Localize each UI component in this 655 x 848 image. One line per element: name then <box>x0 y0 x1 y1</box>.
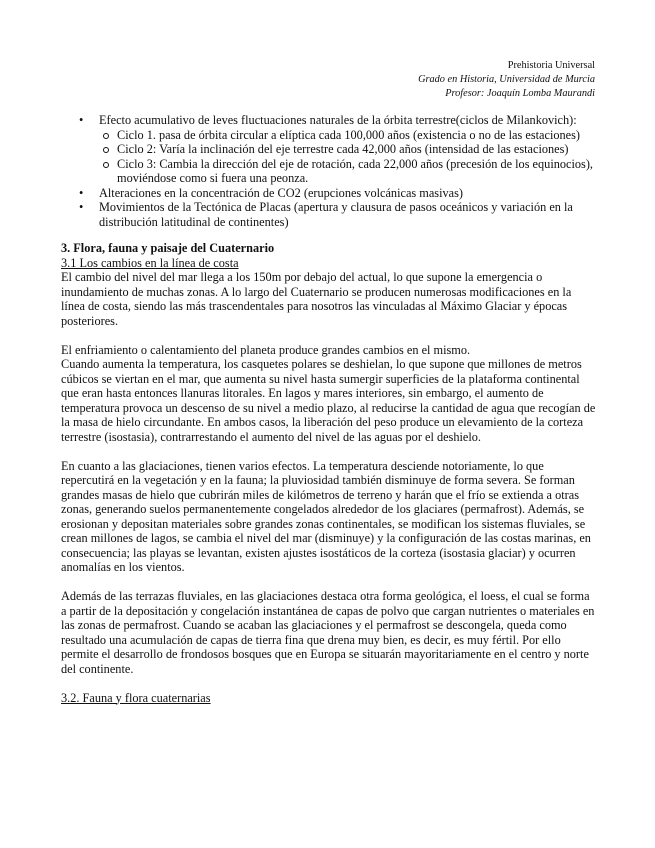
list-item: Ciclo 3: Cambia la dirección del eje de rotación, cada 22,000 años (precesión de los equinocios), moviéndose como si fuera una peonza. <box>117 157 596 186</box>
list-item: • Alteraciones en la concentración de CO2 (erupciones volcánicas masivas) <box>99 186 596 201</box>
causes-list <box>61 113 596 229</box>
paragraph: Cuando aumenta la temperatura, los casquetes polares se deshielan, lo que supone que millones de metros cúbicos se viertan en el mar, que aumenta su nivel hasta sumergir superficies de la plataforma continental que eran hasta entonces llanuras litorales. En lagos y mares interiores, sin embargo, el aumento de temperatura provoca un descenso de su nivel a medio plazo, al reducirse la cantidad de agua que recogían de la masa de hielo circundante. En ambos casos, la liberación del peso produce un elevamiento de la corteza terrestre (isostasia), contrarrestando el aumento del nivel de las aguas por el deshielo. <box>61 357 596 444</box>
list-item: • Movimientos de la Tectónica de Placas (apertura y clausura de pasos oceánicos y variación en la distribución latitudinal de continentes) <box>99 200 596 229</box>
subsection-heading: 3.2. Fauna y flora cuaternarias <box>61 690 211 705</box>
header-course: Prehistoria Universal <box>507 60 595 71</box>
document-body <box>61 113 596 705</box>
section-heading: 3. Flora, fauna y paisaje del Cuaternario <box>61 241 275 255</box>
list-item: Ciclo 1. pasa de órbita circular a elíptica cada 100,000 años (existencia o no de las estaciones) <box>117 128 596 143</box>
paragraph: Además de las terrazas fluviales, en las glaciaciones destaca otra forma geológica, el loess, el cual se forma a partir de la depositación y congelación instantánea de capas de polvo que cargan nutrientes o materiales en las zonas de permafrost. Cuando se acaban las glaciaciones y el permafrost se descongela, queda como resultado una acumulación de capas de tierra fina que drena muy bien, es decir, es muy fértil. Por ello permite el desarrollo de frondosos bosques que en Europa se situarán mayoritariamente en el centro y norte del continente. <box>61 589 595 676</box>
milankovich-cycles-list <box>99 128 596 186</box>
header-professor: Profesor: Joaquín Lomba Maurandi <box>445 88 595 99</box>
paragraph: En cuanto a las glaciaciones, tienen varios efectos. La temperatura desciende notoriamente, lo que repercutirá en la vegetación y en la fauna; la pluviosidad también disminuye de forma severa. Se forman grandes masas de hielo que cubrirán miles de kilómetros de terreno y harán que el frío se extienda a otras zonas, generando suelos permanentemente congelados alrededor de los glaciares (permafrost). Además, se erosionan y depositan materiales sobre grandes zonas continentales, se modifican los sistemas fluviales, se crean millones de lagos, se cambia el nivel del mar (disminuye) y la configuración de las costas marinas, en consecuencia; las playas se levantan, existen ajustes isostáticos de la corteza (isostasia glaciar) y ocurren anomalías en los vientos. <box>61 458 591 574</box>
header-degree: Grado en Historia, Universidad de Murcia <box>418 74 595 85</box>
page-header <box>418 59 595 101</box>
list-item: Ciclo 2: Varía la inclinación del eje terrestre cada 42,000 años (intensidad de las estaciones) <box>117 142 596 157</box>
paragraph: El enfriamiento o calentamiento del planeta produce grandes cambios en el mismo. <box>61 342 471 357</box>
list-item-text: Efecto acumulativo de leves fluctuaciones naturales de la órbita terrestre(ciclos de Milankovich): <box>99 113 577 127</box>
subsection-heading: 3.1 Los cambios en la línea de costa <box>61 255 239 270</box>
paragraph: El cambio del nivel del mar llega a los 150m por debajo del actual, lo que supone la emergencia o inundamiento de muchas zonas. A lo largo del Cuaternario se producen numerosas modificaciones en la línea de costa, siendo las más trascendentales para nosotros las vinculadas al Máximo Glaciar y épocas posteriores. <box>61 270 572 328</box>
list-item <box>99 113 596 186</box>
